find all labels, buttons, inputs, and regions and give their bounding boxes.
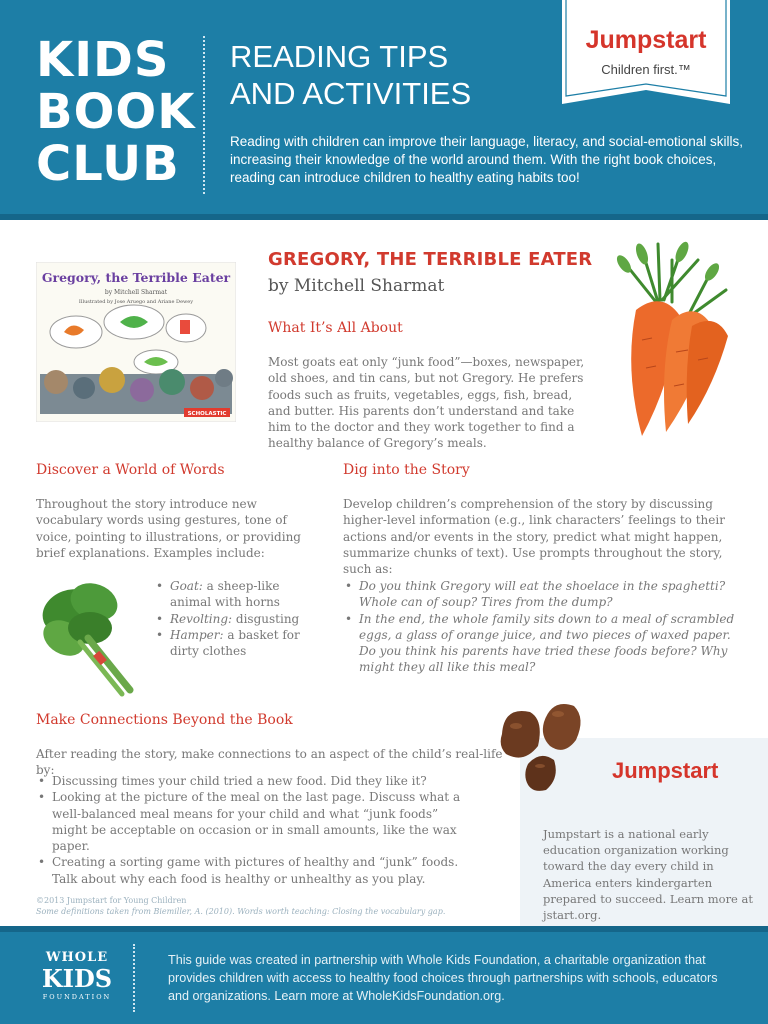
kids-title-line: BOOK — [36, 84, 196, 140]
story-prompt: • Do you think Gregory will eat the shoelace in the spaghetti? Whole can of soup? Tires from the dump? — [343, 578, 738, 611]
story-prompts-list — [343, 578, 738, 676]
whole-kids-foundation-logo — [40, 950, 114, 1014]
header-rule — [0, 214, 768, 220]
kids-title-line: KIDS — [36, 32, 170, 88]
beans-illustration — [494, 694, 590, 798]
vocabulary-definition: disgusting — [232, 611, 300, 626]
header-divider — [203, 36, 205, 194]
cover-author: by Mitchell Sharmat — [104, 289, 168, 296]
book-author: by Mitchell Sharmat — [268, 276, 445, 296]
words-text: Throughout the story introduce new vocabulary words using gestures, tone of voice, pointing to illustrations, or providing brief explanations. Examples include: — [36, 497, 301, 560]
story-prompt: • In the end, the whole family sits down to a meal of scrambled eggs, a glass of orange juice, and two pieces of waxed paper. Do you think his parents have tried these foods before? Why might they all like this meal? — [343, 611, 738, 676]
vocabulary-item — [154, 578, 304, 611]
vocabulary-item — [154, 611, 304, 627]
footer-divider — [133, 944, 135, 1012]
vocabulary-item — [154, 627, 304, 660]
story-heading: Dig into the Story — [343, 462, 470, 478]
jumpstart-logo-text: Jumpstart — [585, 26, 707, 54]
jumpstart-logo-ribbon — [562, 0, 730, 104]
kids-title-line: CLUB — [36, 136, 180, 192]
logo-word: WHOLE — [45, 950, 109, 965]
about-text: Most goats eat only “junk food”—boxes, newspaper, old shoes, and tin cans, but not Gregory. He prefers foods such as fruits, vegetables, eggs, fish, bread, and butter. His parents don’t understand and take him to the doctor and they work together to find a healthy balance of Gregory’s meals. — [268, 355, 585, 451]
tips-title-line: READING TIPS — [230, 39, 449, 74]
kids-book-club-title — [36, 34, 195, 190]
tips-title-line: AND ACTIVITIES — [230, 76, 472, 111]
cover-illustrators: Illustrated by Jose Aruego and Ariane Dewey — [78, 299, 194, 305]
connections-list — [36, 773, 476, 887]
jumpstart-brand-text: Jumpstart — [612, 758, 719, 783]
book-cover-image — [36, 262, 236, 422]
words-heading: Discover a World of Words — [36, 462, 225, 478]
about-heading: What It’s All About — [268, 320, 403, 336]
story-text: Develop children’s comprehension of the story by discussing higher-level information (e.g., link characters’ feelings to their actions and/or events in the story, predict what might happen, summarize chunks of text). Use prompts throughout the story, such as: — [343, 497, 725, 577]
vocabulary-definition: a sheep-like animal with horns — [170, 579, 280, 610]
vocabulary-definition: a basket for dirty clothes — [170, 627, 300, 659]
spinach-illustration — [34, 574, 144, 698]
vocabulary-term: Goat: — [170, 579, 203, 593]
copyright-note: ©2013 Jumpstart for Young Children — [36, 896, 187, 905]
connections-heading: Make Connections Beyond the Book — [36, 712, 293, 728]
connection-item: • Creating a sorting game with pictures of healthy and “junk” foods. Talk about why each food is healthy or unhealthy as you play. — [36, 854, 476, 887]
logo-word: FOUNDATION — [42, 993, 112, 1001]
vocabulary-term: Revolting: — [170, 611, 233, 626]
jumpstart-tagline: Children first.™ — [601, 62, 691, 77]
cover-publisher: SCHOLASTIC — [187, 411, 227, 417]
carrots-illustration — [602, 240, 734, 440]
vocabulary-term: Hamper: — [170, 627, 224, 642]
cover-title: Gregory, the Terrible Eater — [41, 270, 231, 285]
logo-word: KIDS — [41, 964, 113, 993]
footnotes — [36, 895, 445, 917]
book-title: GREGORY, THE TERRIBLE EATER — [268, 249, 593, 270]
connections-text: After reading the story, make connections to an aspect of the child’s real-life by: — [36, 747, 503, 778]
vocabulary-list — [154, 578, 304, 659]
connection-item: • Discussing times your child tried a new food. Did they like it? — [36, 773, 476, 789]
about-jumpstart-text: Jumpstart is a national early education organization working toward the day every child in America enters kindergarten prepared to succeed. Learn more at jstart.org. — [543, 827, 753, 923]
reading-tips-title — [230, 38, 471, 112]
intro-text: Reading with children can improve their language, literacy, and social-emotional skills, increasing their knowledge of the world around them. With the right book choices, reading can introduce children to healthy eating habits too! — [230, 134, 744, 185]
connection-item: • Looking at the picture of the meal on the last page. Discuss what a well-balanced meal means for your child and what “junk foods” might be acceptable on occasion or in small amounts, like the wax paper. — [36, 789, 476, 854]
footer-text: This guide was created in partnership with Whole Kids Foundation, a charitable organization that provides children with access to healthy food choices through partnerships with schools, educators and organizations. Learn more at WholeKidsFoundation.org. — [168, 953, 718, 1003]
source-note: Some definitions taken from Biemiller, A. (2010). Words worth teaching: Closing the vocabulary gap. — [36, 907, 446, 916]
